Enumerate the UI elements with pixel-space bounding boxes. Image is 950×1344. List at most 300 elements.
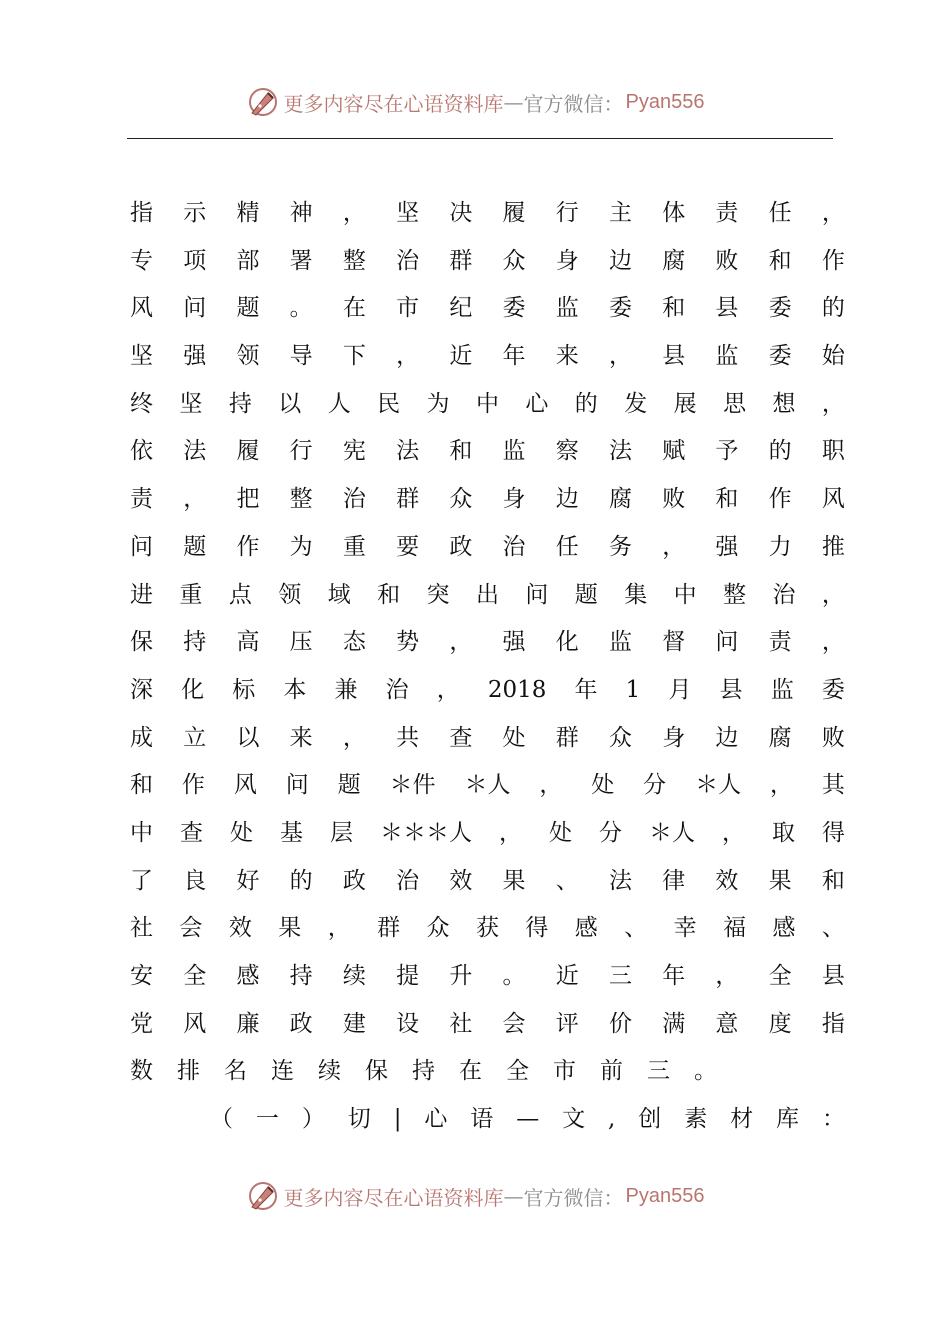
text-glyph: 察 — [555, 438, 579, 465]
text-glyph: 众 — [608, 724, 632, 751]
text-glyph: 群 — [449, 247, 473, 274]
text-glyph: 法 — [608, 438, 632, 465]
text-glyph: 基 — [280, 819, 303, 846]
text-glyph: 展 — [673, 390, 697, 417]
text-glyph: 边 — [555, 486, 579, 513]
text-glyph: 县 — [821, 963, 845, 989]
text-glyph: 风 — [233, 772, 257, 799]
heading-glyph: 心 — [424, 1106, 448, 1133]
text-glyph: 治 — [396, 867, 420, 894]
text-glyph: 推 — [821, 533, 845, 560]
text-glyph: 律 — [662, 867, 686, 894]
text-glyph: 腐 — [662, 247, 686, 274]
text-glyph: 众 — [502, 247, 526, 274]
text-glyph: 评 — [555, 1010, 579, 1037]
banner-separator: — — [503, 90, 524, 114]
text-glyph: 势 — [396, 629, 420, 656]
text-glyph: 作 — [236, 533, 260, 560]
text-glyph: 设 — [396, 1010, 420, 1037]
text-glyph: 满 — [662, 1010, 686, 1037]
banner-wechat-id: Pyan556 — [625, 1184, 705, 1207]
text-glyph: 和 — [821, 867, 845, 894]
text-glyph: 群 — [396, 486, 420, 513]
text-glyph: 社 — [449, 1010, 473, 1037]
text-glyph: 和 — [662, 295, 686, 322]
text-glyph: 治 — [396, 247, 420, 274]
text-glyph: 行 — [289, 438, 313, 465]
text-glyph: 中 — [475, 390, 499, 417]
heading-glyph: 一 — [255, 1106, 279, 1133]
text-glyph: 的 — [574, 390, 598, 417]
heading-glyph: 素 — [684, 1106, 708, 1133]
text-glyph: 年 — [662, 963, 686, 989]
text-glyph: 层 — [330, 819, 353, 846]
text-glyph: 败 — [821, 724, 845, 751]
text-line — [130, 1048, 845, 1096]
text-glyph: 身 — [502, 486, 526, 513]
text-glyph: 众 — [426, 915, 450, 942]
text-glyph: 问 — [130, 533, 153, 560]
text-glyph: 排 — [177, 1058, 200, 1085]
text-glyph: 身 — [662, 724, 686, 751]
text-glyph: 。 — [289, 295, 313, 322]
text-glyph: 年 — [502, 343, 526, 370]
text-glyph: 边 — [715, 724, 739, 751]
text-glyph: 指 — [130, 200, 153, 226]
text-glyph: 委 — [502, 295, 526, 322]
text-glyph: 强 — [715, 533, 739, 560]
text-glyph: 持 — [228, 390, 252, 417]
banner-label: 官方微信： — [523, 91, 624, 116]
header-watermark-banner — [0, 82, 950, 122]
text-glyph: 要 — [396, 533, 420, 560]
text-glyph: 履 — [236, 438, 260, 465]
text-glyph: 突 — [426, 581, 450, 608]
text-glyph: 政 — [342, 867, 366, 894]
text-glyph: 风 — [183, 1010, 207, 1037]
text-glyph: 法 — [183, 438, 207, 465]
section-heading-line — [130, 1096, 845, 1144]
text-glyph: 处 — [549, 819, 572, 846]
text-glyph: 监 — [502, 438, 526, 465]
text-glyph: 委 — [608, 295, 632, 322]
text-glyph: ＊人 — [649, 819, 695, 846]
text-glyph: 三 — [608, 963, 632, 989]
text-glyph: 会 — [179, 915, 203, 942]
text-glyph: ， — [539, 772, 563, 799]
text-glyph: ＊人 — [695, 772, 742, 799]
text-glyph: 建 — [342, 1010, 366, 1037]
text-glyph: ， — [821, 629, 845, 656]
text-glyph: ， — [821, 200, 845, 226]
text-glyph: 全 — [768, 963, 792, 989]
heading-glyph: （ — [210, 1106, 233, 1133]
text-glyph: 法 — [396, 438, 420, 465]
text-glyph: 予 — [715, 438, 739, 465]
heading-glyph: 创 — [638, 1106, 662, 1133]
text-glyph: 县 — [662, 343, 686, 370]
text-glyph: 思 — [723, 390, 747, 417]
banner-main-text: 更多内容尽在心语资料库 — [283, 91, 504, 116]
text-glyph: ＊人 — [464, 772, 511, 799]
text-glyph: 治 — [502, 533, 526, 560]
text-glyph: 人 — [327, 390, 351, 417]
text-glyph: ， — [449, 629, 473, 656]
text-glyph: 领 — [236, 343, 260, 370]
text-line — [130, 905, 845, 953]
text-glyph: 市 — [553, 1058, 576, 1085]
text-glyph: ， — [608, 343, 632, 370]
text-glyph: 导 — [289, 343, 313, 370]
text-glyph: 委 — [821, 676, 845, 703]
text-glyph: 领 — [278, 581, 302, 608]
text-glyph: 腐 — [608, 486, 632, 513]
text-glyph: 问 — [525, 581, 549, 608]
text-glyph: 年 — [574, 676, 598, 703]
text-glyph: 感 — [574, 915, 598, 942]
header-divider — [127, 138, 833, 139]
text-glyph: 在 — [459, 1058, 482, 1085]
text-glyph: 续 — [318, 1058, 341, 1085]
text-glyph: 提 — [396, 963, 420, 989]
text-glyph: 在 — [342, 295, 366, 322]
text-glyph: ， — [183, 486, 207, 513]
text-glyph: 态 — [342, 629, 366, 656]
text-glyph: 题 — [236, 295, 260, 322]
text-glyph: 治 — [342, 486, 366, 513]
footer-watermark-banner — [0, 1176, 950, 1216]
text-line — [130, 858, 845, 906]
text-glyph: 、 — [821, 915, 845, 942]
text-glyph: 名 — [224, 1058, 247, 1085]
text-glyph: 会 — [502, 1010, 526, 1037]
text-glyph: 处 — [502, 724, 526, 751]
text-glyph: 。 — [694, 1058, 717, 1085]
text-glyph: ， — [342, 724, 366, 751]
text-line — [130, 381, 845, 429]
text-glyph: 好 — [236, 867, 260, 894]
text-glyph: 化 — [555, 629, 579, 656]
text-glyph: 和 — [715, 486, 739, 513]
text-glyph: 监 — [770, 676, 794, 703]
text-line — [130, 810, 845, 858]
text-glyph: 持 — [289, 963, 313, 989]
text-glyph: 问 — [715, 629, 739, 656]
text-glyph: 社 — [130, 915, 153, 942]
banner-separator: — — [503, 1184, 524, 1208]
text-line — [130, 238, 845, 286]
text-glyph: 其 — [821, 772, 845, 799]
text-glyph: 强 — [183, 343, 207, 370]
text-glyph: 集 — [624, 581, 648, 608]
text-glyph: 效 — [715, 867, 739, 894]
text-glyph: 坚 — [130, 343, 153, 370]
text-glyph: 始 — [821, 343, 845, 370]
pen-nib-logo-icon — [246, 1179, 280, 1213]
text-glyph: 、 — [624, 915, 648, 942]
text-glyph: 和 — [449, 438, 473, 465]
text-glyph: 近 — [555, 963, 579, 989]
text-line — [130, 428, 845, 476]
text-glyph: 想 — [772, 390, 796, 417]
text-glyph: 以 — [236, 724, 260, 751]
text-glyph: 良 — [183, 867, 207, 894]
text-glyph: 化 — [181, 676, 205, 703]
text-glyph: 中 — [673, 581, 697, 608]
text-glyph: 终 — [130, 390, 153, 417]
text-glyph: 市 — [396, 295, 420, 322]
text-glyph: 和 — [377, 581, 401, 608]
text-glyph: 题 — [574, 581, 598, 608]
text-glyph: 责 — [715, 200, 739, 226]
text-glyph: 了 — [130, 867, 153, 894]
heading-glyph: 文 — [562, 1106, 586, 1133]
text-glyph: 务 — [608, 533, 632, 560]
text-glyph: 群 — [377, 915, 401, 942]
text-glyph: 责 — [130, 486, 153, 513]
text-glyph: 决 — [449, 200, 473, 226]
text-glyph: 处 — [230, 819, 253, 846]
text-glyph: 体 — [662, 200, 686, 226]
text-glyph: 任 — [768, 200, 792, 226]
text-glyph: 和 — [130, 772, 153, 799]
text-glyph: 进 — [130, 581, 153, 608]
text-glyph: 域 — [327, 581, 351, 608]
text-glyph: 效 — [449, 867, 473, 894]
text-glyph: 价 — [608, 1010, 632, 1037]
text-glyph: 出 — [475, 581, 499, 608]
text-glyph: 县 — [715, 295, 739, 322]
text-glyph: 1 — [625, 676, 641, 703]
text-glyph: 下 — [342, 343, 366, 370]
text-glyph: 标 — [232, 676, 256, 703]
text-glyph: 点 — [228, 581, 252, 608]
text-glyph: 败 — [662, 486, 686, 513]
text-glyph: 发 — [624, 390, 648, 417]
text-glyph: 中 — [130, 819, 153, 846]
text-line — [130, 667, 845, 715]
text-glyph: 立 — [183, 724, 207, 751]
text-glyph: 共 — [396, 724, 420, 751]
text-glyph: 坚 — [396, 200, 420, 226]
text-glyph: 续 — [342, 963, 366, 989]
text-glyph: 作 — [181, 772, 205, 799]
text-line — [130, 715, 845, 763]
heading-glyph: , — [608, 1106, 616, 1133]
text-glyph: 任 — [555, 533, 579, 560]
text-glyph: 保 — [365, 1058, 388, 1085]
text-glyph: 把 — [236, 486, 260, 513]
text-glyph: 保 — [130, 629, 153, 656]
text-glyph: 效 — [228, 915, 252, 942]
text-glyph: ， — [436, 676, 460, 703]
text-glyph: 高 — [236, 629, 260, 656]
text-glyph: 问 — [183, 295, 207, 322]
document-body — [130, 190, 845, 1144]
text-glyph: 作 — [768, 486, 792, 513]
text-glyph: 政 — [289, 1010, 313, 1037]
text-glyph: 2018 — [487, 676, 547, 703]
heading-glyph: 材 — [730, 1106, 754, 1133]
text-glyph: ， — [396, 343, 420, 370]
heading-glyph: ： — [821, 1106, 845, 1133]
text-glyph: 民 — [377, 390, 401, 417]
text-glyph: 署 — [289, 247, 313, 274]
text-glyph: 神 — [289, 200, 313, 226]
text-glyph: 主 — [608, 200, 632, 226]
heading-glyph: 切 — [347, 1106, 371, 1133]
text-glyph: 行 — [555, 200, 579, 226]
text-glyph: 众 — [449, 486, 473, 513]
text-glyph: 履 — [502, 200, 526, 226]
text-glyph: 委 — [768, 343, 792, 370]
text-glyph: 查 — [180, 819, 203, 846]
text-line — [130, 190, 845, 238]
text-glyph: 身 — [555, 247, 579, 274]
text-glyph: 纪 — [449, 295, 473, 322]
text-glyph: 重 — [179, 581, 203, 608]
text-glyph: 治 — [772, 581, 796, 608]
text-glyph: 风 — [821, 486, 845, 513]
text-glyph: 依 — [130, 438, 153, 465]
text-glyph: 力 — [768, 533, 792, 560]
text-glyph: 问 — [285, 772, 309, 799]
text-glyph: 得 — [525, 915, 549, 942]
heading-glyph: | — [393, 1106, 402, 1133]
text-glyph: 赋 — [662, 438, 686, 465]
text-glyph: ， — [821, 581, 845, 608]
text-glyph: 监 — [608, 629, 632, 656]
text-glyph: ＊件 — [389, 772, 436, 799]
text-glyph: 福 — [723, 915, 747, 942]
text-glyph: 题 — [183, 533, 207, 560]
text-glyph: 指 — [821, 1010, 845, 1037]
text-glyph: ， — [715, 963, 739, 989]
text-glyph: 的 — [768, 438, 792, 465]
text-glyph: 边 — [608, 247, 632, 274]
text-glyph: 整 — [289, 486, 313, 513]
text-glyph: 腐 — [768, 724, 792, 751]
text-glyph: 成 — [130, 724, 153, 751]
text-glyph: 重 — [342, 533, 366, 560]
text-glyph: 来 — [289, 724, 313, 751]
text-glyph: 督 — [662, 629, 686, 656]
text-glyph: 作 — [821, 247, 845, 274]
text-glyph: 宪 — [342, 438, 366, 465]
text-glyph: 党 — [130, 1010, 153, 1037]
pen-nib-logo-icon — [246, 85, 280, 119]
text-glyph: 意 — [715, 1010, 739, 1037]
text-glyph: 取 — [772, 819, 795, 846]
text-glyph: 果 — [768, 867, 792, 894]
text-glyph: 项 — [183, 247, 207, 274]
text-glyph: 来 — [555, 343, 579, 370]
text-glyph: 专 — [130, 247, 153, 274]
text-glyph: 的 — [289, 867, 313, 894]
text-glyph: 强 — [502, 629, 526, 656]
text-glyph: 前 — [600, 1058, 623, 1085]
text-glyph: 、 — [555, 867, 579, 894]
text-glyph: 近 — [449, 343, 473, 370]
text-line — [130, 524, 845, 572]
text-glyph: 感 — [236, 963, 260, 989]
text-glyph: 和 — [768, 247, 792, 274]
text-glyph: 升 — [449, 963, 473, 989]
text-glyph: ， — [769, 772, 793, 799]
text-glyph: 连 — [271, 1058, 294, 1085]
text-line — [130, 953, 845, 1001]
text-glyph: 县 — [719, 676, 743, 703]
heading-glyph: 语 — [470, 1106, 494, 1133]
text-glyph: 群 — [555, 724, 579, 751]
text-glyph: 分 — [643, 772, 667, 799]
heading-glyph: ） — [301, 1106, 325, 1133]
text-glyph: 安 — [130, 963, 153, 989]
text-glyph: 数 — [130, 1058, 153, 1085]
text-glyph: 果 — [502, 867, 526, 894]
text-glyph: 为 — [289, 533, 313, 560]
text-glyph: 果 — [278, 915, 302, 942]
text-glyph: 以 — [278, 390, 302, 417]
text-glyph: 监 — [555, 295, 579, 322]
text-glyph: 查 — [449, 724, 473, 751]
text-glyph: 持 — [183, 629, 207, 656]
text-glyph: 感 — [772, 915, 796, 942]
text-line — [130, 762, 845, 810]
text-glyph: 幸 — [673, 915, 697, 942]
text-glyph: ， — [722, 819, 745, 846]
text-glyph: 月 — [668, 676, 692, 703]
text-glyph: 处 — [591, 772, 615, 799]
text-glyph: 示 — [183, 200, 207, 226]
text-glyph: ， — [327, 915, 351, 942]
text-line — [130, 1001, 845, 1049]
text-line — [130, 619, 845, 667]
text-glyph: 持 — [412, 1058, 435, 1085]
text-glyph: 监 — [715, 343, 739, 370]
text-glyph: 败 — [715, 247, 739, 274]
text-glyph: 度 — [768, 1010, 792, 1037]
text-glyph: ， — [662, 533, 686, 560]
text-line — [130, 333, 845, 381]
text-line — [130, 572, 845, 620]
text-glyph: 廉 — [236, 1010, 260, 1037]
text-glyph: 全 — [183, 963, 207, 989]
text-line — [130, 285, 845, 333]
text-glyph: 坚 — [179, 390, 203, 417]
text-glyph: 治 — [385, 676, 409, 703]
text-glyph: 为 — [426, 390, 450, 417]
text-glyph: 职 — [821, 438, 845, 465]
text-glyph: ＊＊＊人 — [380, 819, 472, 846]
text-glyph: 得 — [822, 819, 845, 846]
text-glyph: 责 — [768, 629, 792, 656]
text-glyph: 精 — [236, 200, 260, 226]
text-glyph: 心 — [525, 390, 549, 417]
text-glyph: 全 — [506, 1058, 529, 1085]
text-glyph: 政 — [449, 533, 473, 560]
banner-wechat-id: Pyan556 — [625, 90, 705, 113]
text-glyph: 本 — [283, 676, 307, 703]
text-glyph: 的 — [821, 295, 845, 322]
text-glyph: 整 — [342, 247, 366, 274]
text-glyph: 部 — [236, 247, 260, 274]
text-glyph: 法 — [608, 867, 632, 894]
banner-main-text: 更多内容尽在心语资料库 — [283, 1185, 504, 1210]
text-glyph: 题 — [337, 772, 361, 799]
text-glyph: 获 — [475, 915, 499, 942]
heading-glyph: — — [516, 1106, 540, 1133]
